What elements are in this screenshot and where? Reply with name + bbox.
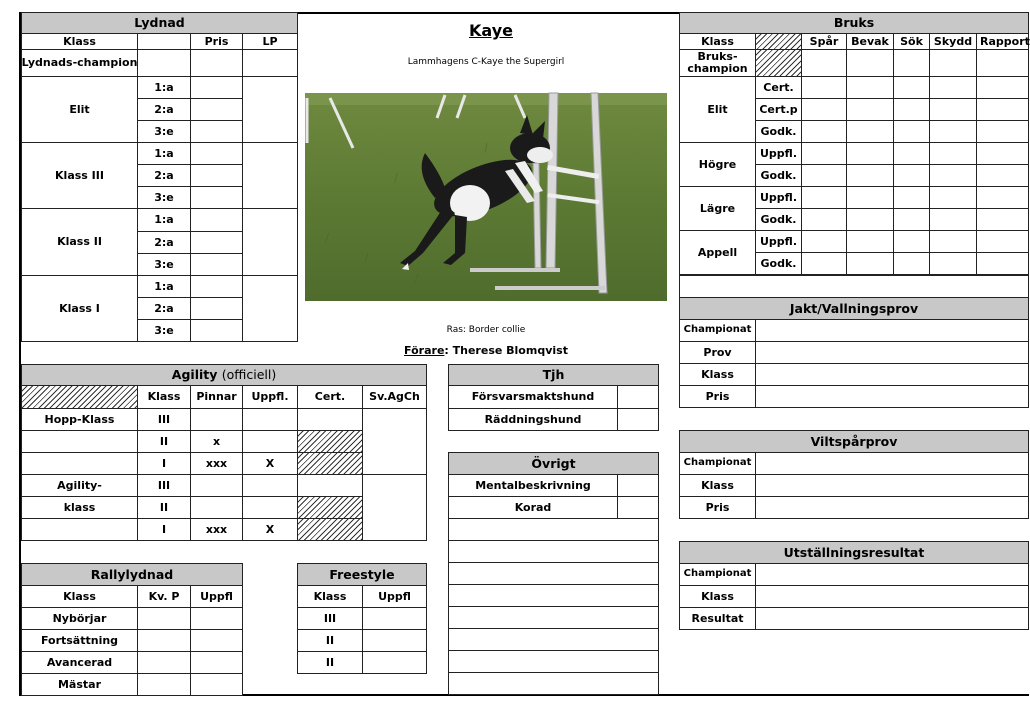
- bruks-cell: [801, 142, 847, 165]
- bruks-spacer-row: [679, 275, 1029, 298]
- agility-uppfl-cell: X: [242, 518, 298, 541]
- agility-pinnar-cell: x: [190, 430, 243, 453]
- bruks-cell: [976, 186, 1029, 209]
- rally-uppfl-cell: [190, 673, 243, 696]
- agility-hopp-label: Hopp-Klass: [21, 408, 138, 431]
- agility-pinnar-cell: xxx: [190, 452, 243, 475]
- lydnad-lp-cell: [242, 76, 298, 143]
- agility-agility-label: Agility-: [21, 474, 138, 497]
- bruks-col-hatched: [755, 33, 802, 50]
- bruks-grade: Godk.: [755, 252, 802, 275]
- vilt-header: Viltspårprov: [679, 430, 1029, 453]
- bruks-col-spar: Spår: [801, 33, 847, 50]
- rally-uppfl-cell: [190, 629, 243, 652]
- agility-svagch-agility: [362, 474, 427, 541]
- bruks-cell: [929, 76, 977, 99]
- bruks-cell: [976, 208, 1029, 231]
- lydnad-place: 1:a: [137, 142, 191, 165]
- bruks-cell: [929, 186, 977, 209]
- utst-row-value: [755, 563, 1029, 586]
- lydnad-group-klass3: Klass III: [21, 142, 138, 209]
- agility-cert-cell: [297, 408, 363, 431]
- agility-uppfl-cell: [242, 408, 298, 431]
- agility-uppfl-cell: [242, 496, 298, 519]
- agility-col-cert: Cert.: [297, 385, 363, 409]
- jakt-header: Jakt/Vallningsprov: [679, 297, 1029, 320]
- breed-text: Ras: Border collie: [446, 325, 526, 335]
- tjh-row-label: Räddningshund: [448, 408, 618, 431]
- agility-cert-hatched: [297, 496, 363, 519]
- bruks-group-label: Lägre: [679, 186, 756, 231]
- ovrigt-empty-row: [448, 562, 659, 585]
- bruks-cell: [846, 208, 894, 231]
- agility-pinnar-cell: [190, 474, 243, 497]
- bruks-cell: [846, 76, 894, 99]
- lydnad-group-elit: Elit: [21, 76, 138, 143]
- bruks-cell: [801, 120, 847, 143]
- lydnad-header: Lydnad: [21, 12, 298, 34]
- bruks-cell: [976, 230, 1029, 253]
- lydnad-lp-cell: [242, 275, 298, 342]
- jakt-row-label: Championat: [679, 319, 756, 342]
- ovrigt-empty-row: [448, 628, 659, 651]
- bruks-cell: [976, 252, 1029, 275]
- vilt-row-value: [755, 452, 1029, 475]
- bruks-col-skydd: Skydd: [929, 33, 977, 50]
- utst-row-value: [755, 585, 1029, 608]
- agility-uppfl-cell: X: [242, 452, 298, 475]
- agility-row-label-blank: [21, 518, 138, 541]
- rally-uppfl-cell: [190, 651, 243, 674]
- agility-uppfl-cell: [242, 474, 298, 497]
- lydnad-place: 1:a: [137, 76, 191, 99]
- vilt-row-label: Championat: [679, 452, 756, 475]
- lydnad-pris-cell: [190, 164, 243, 187]
- agility-klass-cell: II: [137, 496, 191, 519]
- dog-full-name: Lammhagens C-Kaye the Supergirl: [407, 57, 565, 67]
- bruks-cell: [801, 186, 847, 209]
- rally-kvp-cell: [137, 629, 191, 652]
- bruks-grade: Uppfl.: [755, 230, 802, 253]
- rally-row-label: Mästar: [21, 673, 138, 696]
- bruks-cell: [846, 252, 894, 275]
- lydnad-place: 3:e: [137, 120, 191, 143]
- agility-header-title: Agility: [171, 367, 218, 383]
- agility-cert-hatched: [297, 452, 363, 475]
- bruks-cell: [846, 164, 894, 187]
- rally-col-klass: Klass: [21, 585, 138, 608]
- lydnad-pris-cell: [190, 142, 243, 165]
- ovrigt-row-value: [617, 474, 659, 497]
- agility-svagch-hopp: [362, 408, 427, 475]
- rally-kvp-cell: [137, 607, 191, 630]
- dog-photo: [305, 93, 667, 301]
- agility-klass-cell: I: [137, 452, 191, 475]
- bruks-cell: [801, 252, 847, 275]
- bruks-group-label: Högre: [679, 142, 756, 187]
- utst-row-value: [755, 607, 1029, 630]
- bruks-cell: [929, 208, 977, 231]
- bruks-cell: [929, 142, 977, 165]
- rally-kvp-cell: [137, 651, 191, 674]
- lydnad-place: 2:a: [137, 231, 191, 254]
- bruks-champion-hatched: [755, 49, 802, 77]
- agility-cert-hatched: [297, 518, 363, 541]
- bruks-cell: [846, 230, 894, 253]
- ovrigt-empty-row: [448, 606, 659, 629]
- lydnad-champion-label: Lydnads-champion: [21, 49, 138, 77]
- bruks-cell: [846, 98, 894, 121]
- bruks-cell: [893, 98, 930, 121]
- handler-label: Förare: [404, 344, 445, 357]
- bruks-grade: Uppfl.: [755, 142, 802, 165]
- bruks-cell: [893, 208, 930, 231]
- agility-klass-label: klass: [21, 496, 138, 519]
- bruks-cell: [976, 142, 1029, 165]
- bruks-grade: Cert.p: [755, 98, 802, 121]
- agility-col-svagch: Sv.AgCh: [362, 385, 427, 409]
- bruks-cell: [801, 164, 847, 187]
- bruks-cell: [929, 98, 977, 121]
- utst-row-label: Championat: [679, 563, 756, 586]
- lydnad-lp-cell: [242, 142, 298, 209]
- lydnad-place: 2:a: [137, 164, 191, 187]
- jakt-row-label: Prov: [679, 341, 756, 364]
- ovrigt-empty-row: [448, 540, 659, 563]
- rally-uppfl-cell: [190, 607, 243, 630]
- bruks-cell: [801, 98, 847, 121]
- rally-header: Rallylydnad: [21, 563, 243, 586]
- bruks-cell: [846, 49, 894, 77]
- lydnad-place: 1:a: [137, 208, 191, 232]
- ovrigt-empty-row: [448, 584, 659, 607]
- ovrigt-row-label: Korad: [448, 496, 618, 519]
- bruks-cell: [846, 142, 894, 165]
- freestyle-uppfl-cell: [362, 607, 427, 630]
- tjh-row-value: [617, 408, 659, 431]
- freestyle-col-klass: Klass: [297, 585, 363, 608]
- lydnad-place: 3:e: [137, 186, 191, 209]
- agility-klass-cell: III: [137, 408, 191, 431]
- agility-cert-cell: [297, 474, 363, 497]
- jakt-row-value: [755, 319, 1029, 342]
- bruks-cell: [893, 230, 930, 253]
- bruks-cell: [893, 142, 930, 165]
- freestyle-uppfl-cell: [362, 629, 427, 652]
- lydnad-group-klass1: Klass I: [21, 275, 138, 342]
- jakt-row-value: [755, 363, 1029, 386]
- freestyle-klass-cell: II: [297, 651, 363, 674]
- agility-col-uppfl: Uppfl.: [242, 385, 298, 409]
- bruks-cell: [976, 120, 1029, 143]
- bruks-cell: [976, 76, 1029, 99]
- utst-row-label: Klass: [679, 585, 756, 608]
- vilt-row-label: Klass: [679, 474, 756, 497]
- lydnad-pris-cell: [190, 76, 243, 99]
- agility-corner-hatched: [21, 385, 138, 409]
- ovrigt-row-label: Mentalbeskrivning: [448, 474, 618, 497]
- bruks-champion-label: Bruks- champion: [679, 49, 756, 77]
- handler-name: : Therese Blomqvist: [444, 344, 568, 357]
- bruks-cell: [893, 120, 930, 143]
- lydnad-pris-cell: [190, 186, 243, 209]
- bruks-cell: [929, 120, 977, 143]
- bruks-cell: [929, 49, 977, 77]
- lydnad-place: 3:e: [137, 319, 191, 342]
- agility-klass-cell: III: [137, 474, 191, 497]
- lydnad-place: 3:e: [137, 253, 191, 276]
- lydnad-champion-pris: [190, 49, 243, 77]
- rally-row-label: Fortsättning: [21, 629, 138, 652]
- lydnad-group-klass2: Klass II: [21, 208, 138, 276]
- tjh-header: Tjh: [448, 364, 659, 386]
- vilt-row-value: [755, 496, 1029, 519]
- ovrigt-header: Övrigt: [448, 452, 659, 475]
- lydnad-pris-cell: [190, 253, 243, 276]
- lydnad-col-klass: Klass: [21, 33, 138, 50]
- bruks-cell: [929, 252, 977, 275]
- lydnad-pris-cell: [190, 98, 243, 121]
- bruks-cell: [846, 120, 894, 143]
- bruks-cell: [801, 230, 847, 253]
- jakt-row-value: [755, 385, 1029, 408]
- lydnad-pris-cell: [190, 231, 243, 254]
- lydnad-lp-cell: [242, 208, 298, 276]
- tjh-row-value: [617, 385, 659, 409]
- bruks-cell: [929, 230, 977, 253]
- utst-row-label: Resultat: [679, 607, 756, 630]
- bruks-cell: [893, 76, 930, 99]
- lydnad-champion-lp: [242, 49, 298, 77]
- agility-cert-hatched: [297, 430, 363, 453]
- agility-col-klass: Klass: [137, 385, 191, 409]
- bruks-cell: [801, 208, 847, 231]
- freestyle-col-uppfl: Uppfl: [362, 585, 427, 608]
- bruks-cell: [929, 164, 977, 187]
- handler-line: [305, 344, 667, 357]
- lydnad-pris-cell: [190, 208, 243, 232]
- ovrigt-empty-row: [448, 672, 659, 695]
- bruks-cell: [893, 164, 930, 187]
- lydnad-pris-cell: [190, 297, 243, 320]
- agility-header: [21, 364, 427, 386]
- bruks-col-klass: Klass: [679, 33, 756, 50]
- ovrigt-empty-row: [448, 518, 659, 541]
- rally-kvp-cell: [137, 673, 191, 696]
- bruks-cell: [801, 49, 847, 77]
- page-title: Kaye: [469, 21, 513, 40]
- lydnad-pris-cell: [190, 120, 243, 143]
- agility-pinnar-cell: [190, 408, 243, 431]
- rally-col-uppfl: Uppfl: [190, 585, 243, 608]
- freestyle-klass-cell: II: [297, 629, 363, 652]
- agility-uppfl-cell: [242, 430, 298, 453]
- dog-agility-photo: [305, 93, 667, 301]
- bruks-cell: [976, 164, 1029, 187]
- agility-klass-cell: I: [137, 518, 191, 541]
- lydnad-place: 2:a: [137, 98, 191, 121]
- lydnad-col-blank: [137, 33, 191, 50]
- bruks-grade: Godk.: [755, 120, 802, 143]
- lydnad-champion-blank: [137, 49, 191, 77]
- bruks-cell: [893, 49, 930, 77]
- jakt-row-value: [755, 341, 1029, 364]
- ovrigt-row-value: [617, 496, 659, 519]
- bruks-grade: Uppfl.: [755, 186, 802, 209]
- agility-pinnar-cell: [190, 496, 243, 519]
- bruks-grade: Cert.: [755, 76, 802, 99]
- lydnad-col-lp: LP: [242, 33, 298, 50]
- bruks-cell: [976, 49, 1029, 77]
- agility-col-pinnar: Pinnar: [190, 385, 243, 409]
- bruks-group-label: Elit: [679, 76, 756, 143]
- freestyle-uppfl-cell: [362, 651, 427, 674]
- bruks-grade: Godk.: [755, 208, 802, 231]
- utst-header: Utställningsresultat: [679, 541, 1029, 564]
- vilt-row-label: Pris: [679, 496, 756, 519]
- bruks-cell: [893, 186, 930, 209]
- lydnad-place: 2:a: [137, 297, 191, 320]
- agility-row-label-blank: [21, 452, 138, 475]
- bruks-col-rapport: Rapport: [976, 33, 1029, 50]
- bruks-cell: [801, 76, 847, 99]
- tjh-row-label: Försvarsmaktshund: [448, 385, 618, 409]
- lydnad-pris-cell: [190, 275, 243, 298]
- bruks-grade: Godk.: [755, 164, 802, 187]
- bruks-col-sok: Sök: [893, 33, 930, 50]
- jakt-row-label: Klass: [679, 363, 756, 386]
- bruks-header: Bruks: [679, 12, 1029, 34]
- vilt-row-value: [755, 474, 1029, 497]
- jakt-row-label: Pris: [679, 385, 756, 408]
- lydnad-place: 1:a: [137, 275, 191, 298]
- ovrigt-empty-row: [448, 650, 659, 673]
- agility-pinnar-cell: xxx: [190, 518, 243, 541]
- bruks-group-label: Appell: [679, 230, 756, 275]
- rally-col-kvp: Kv. P: [137, 585, 191, 608]
- bruks-cell: [893, 252, 930, 275]
- freestyle-header: Freestyle: [297, 563, 427, 586]
- agility-header-note: (officiell): [221, 367, 277, 383]
- rally-row-label: Nybörjar: [21, 607, 138, 630]
- rally-row-label: Avancerad: [21, 651, 138, 674]
- lydnad-col-pris: Pris: [190, 33, 243, 50]
- freestyle-klass-cell: III: [297, 607, 363, 630]
- bruks-cell: [976, 98, 1029, 121]
- lydnad-pris-cell: [190, 319, 243, 342]
- bruks-cell: [846, 186, 894, 209]
- bruks-col-bevak: Bevak: [846, 33, 894, 50]
- agility-row-label-blank: [21, 430, 138, 453]
- agility-klass-cell: II: [137, 430, 191, 453]
